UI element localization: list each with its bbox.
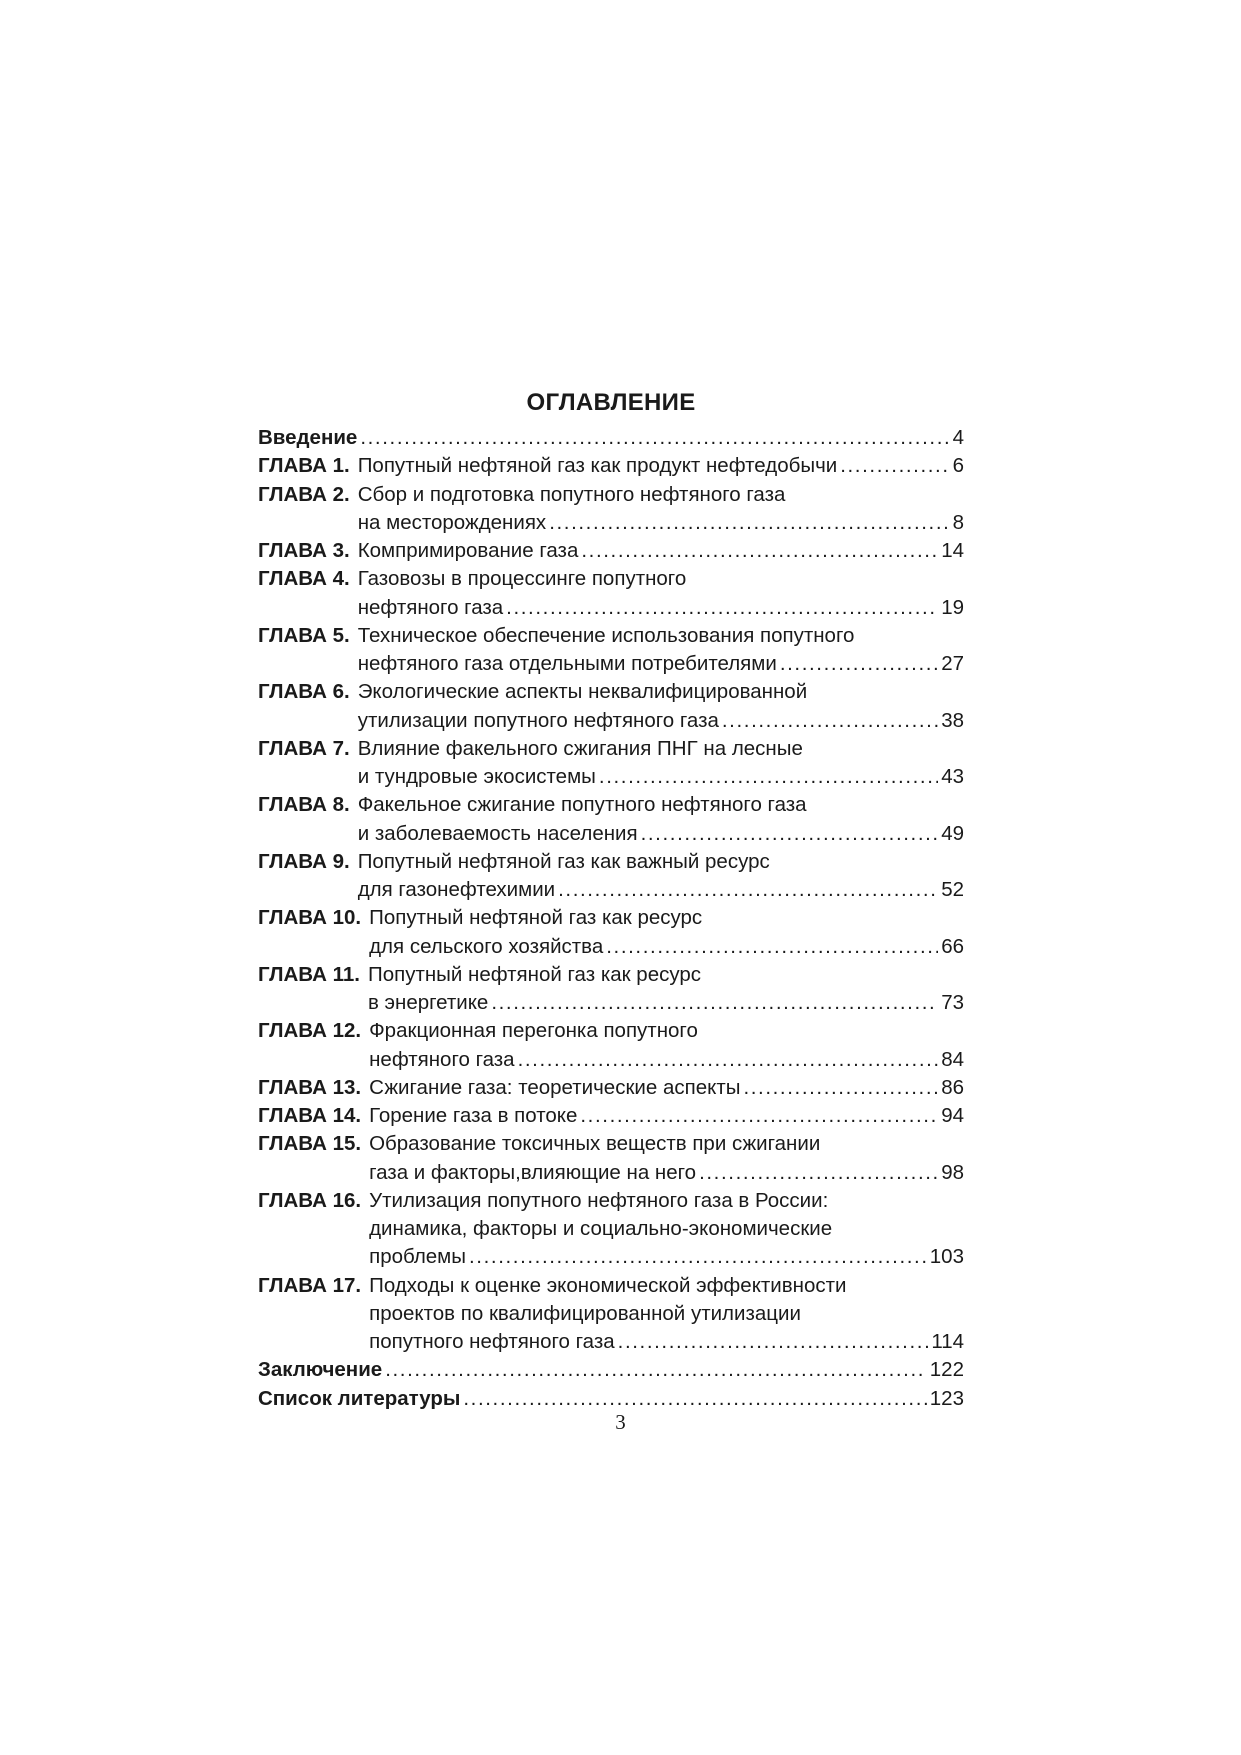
dot-leader: [840, 452, 949, 480]
toc-entry-label: Введение: [258, 426, 358, 449]
toc-entry-label: ГЛАВА 8.: [258, 793, 350, 817]
toc-entry-page: 86: [941, 1075, 964, 1099]
toc-entry-label: ГЛАВА 4.: [258, 567, 350, 591]
toc-entry-label: Список литературы: [258, 1386, 461, 1410]
toc-entry-page: 8: [952, 510, 964, 534]
toc-entry-page: 73: [941, 991, 964, 1014]
toc-entry-line: [258, 1017, 964, 1045]
toc-entry-text: Экологические аспекты неквалифицированной: [357, 680, 808, 704]
toc-entry-label: ГЛАВА 3.: [258, 539, 350, 562]
toc-entry-page: 94: [941, 1104, 964, 1127]
toc-entry: [258, 1017, 964, 1074]
toc-entry-line: [258, 848, 964, 876]
toc-entry: [258, 848, 964, 905]
toc-entry-text: Попутный нефтяной газ как продукт нефтедобычи: [357, 454, 838, 478]
toc-entry-text: Влияние факельного сжигания ПНГ на лесные: [357, 736, 803, 760]
toc-entry-line: [258, 481, 964, 509]
toc-entry-page: 27: [941, 652, 964, 675]
toc-entry-page: 14: [941, 539, 964, 562]
toc-entry-line: [258, 424, 964, 452]
toc-entry-line: [258, 876, 964, 904]
dot-leader: [558, 876, 938, 904]
toc-entry-text: Попутный нефтяной газ как ресурс: [367, 962, 702, 986]
toc-entry-line: [258, 707, 964, 735]
toc-entry: [258, 481, 964, 538]
toc-entry: [258, 565, 964, 622]
toc-entry-text: Техническое обеспечение использования попутного: [357, 623, 855, 647]
toc-entry-text: нефтяного газа: [357, 595, 504, 619]
toc-entry-label: ГЛАВА 13.: [258, 1075, 362, 1099]
toc-entry-page: 66: [941, 934, 964, 958]
toc-entry-line: [258, 537, 964, 565]
table-of-contents: [258, 382, 964, 1413]
toc-entry-text: в энергетике: [367, 991, 489, 1014]
dot-leader: [385, 1356, 927, 1384]
toc-list: [258, 424, 964, 1413]
dot-leader: [580, 1102, 938, 1130]
toc-entry-text: проектов по квалифицированной утилизации: [369, 1301, 801, 1325]
toc-entry-text: и тундровые экосистемы: [357, 765, 596, 788]
toc-entry-text: Сбор и подготовка попутного нефтяного газа: [357, 482, 786, 506]
toc-entry-text: попутного нефтяного газа: [369, 1330, 615, 1353]
dot-leader: [506, 594, 938, 622]
toc-entry-line: [258, 1215, 964, 1243]
toc-entry-text: нефтяного газа отдельными потребителями: [357, 652, 777, 675]
toc-entry-page: 38: [941, 708, 964, 732]
toc-entry: [258, 1385, 964, 1413]
toc-entry-line: [258, 1356, 964, 1384]
toc-entry: [258, 1130, 964, 1187]
toc-entry: [258, 791, 964, 848]
toc-entry-line: [258, 1046, 964, 1074]
toc-entry-line: [258, 735, 964, 763]
toc-entry-line: [258, 565, 964, 593]
toc-entry-line: [258, 989, 964, 1017]
toc-entry-page: 84: [941, 1047, 964, 1071]
toc-entry-page: 98: [941, 1160, 964, 1184]
toc-entry-label: ГЛАВА 11.: [258, 962, 360, 986]
toc-entry-line: [258, 791, 964, 819]
toc-entry-text: Подходы к оценке экономической эффективности: [369, 1273, 847, 1297]
toc-entry-line: [258, 820, 964, 848]
toc-entry: [258, 452, 964, 480]
toc-entry-line: [258, 1159, 964, 1187]
dot-leader: [469, 1243, 927, 1271]
toc-entry-text: Сжигание газа: теоретические аспекты: [369, 1075, 741, 1099]
dot-leader: [618, 1328, 929, 1356]
toc-entry-label: ГЛАВА 2.: [258, 482, 350, 506]
toc-entry-label: Заключение: [258, 1358, 383, 1382]
toc-entry: [258, 904, 964, 961]
toc-entry-label: ГЛАВА 5.: [258, 623, 350, 647]
toc-entry: [258, 1356, 964, 1384]
toc-entry-line: [258, 650, 964, 678]
toc-entry-text: утилизации попутного нефтяного газа: [357, 708, 719, 732]
toc-entry-text: Факельное сжигание попутного нефтяного газа: [357, 793, 807, 817]
toc-entry-page: 122: [929, 1358, 964, 1382]
toc-entry-text: для сельского хозяйства: [369, 934, 604, 958]
toc-entry: [258, 1074, 964, 1102]
toc-entry-line: [258, 509, 964, 537]
toc-entry-label: ГЛАВА 10.: [258, 906, 362, 930]
toc-entry-line: [258, 763, 964, 791]
dot-leader: [641, 820, 939, 848]
toc-entry-page: 49: [941, 821, 964, 845]
toc-entry-text: Фракционная перегонка попутного: [369, 1019, 698, 1043]
toc-entry-text: Утилизация попутного нефтяного газа в России:: [369, 1188, 829, 1212]
toc-entry-line: [258, 1300, 964, 1328]
toc-entry: [258, 678, 964, 735]
toc-entry-line: [258, 452, 964, 480]
toc-entry: [258, 537, 964, 565]
toc-entry-label: ГЛАВА 1.: [258, 454, 350, 478]
toc-entry-page: 52: [941, 878, 964, 901]
toc-entry-page: 19: [941, 595, 964, 619]
toc-entry: [258, 961, 964, 1018]
dot-leader: [518, 1046, 939, 1074]
toc-entry: [258, 424, 964, 452]
toc-entry-text: для газонефтехимии: [357, 878, 556, 901]
dot-leader: [599, 763, 938, 791]
toc-entry: [258, 1187, 964, 1272]
page-number: 3: [615, 1410, 626, 1434]
toc-entry-page: 43: [941, 765, 964, 788]
toc-entry-text: и заболеваемость населения: [357, 821, 638, 845]
toc-entry-line: [258, 1243, 964, 1271]
toc-entry-line: [258, 1102, 964, 1130]
toc-entry-line: [258, 1328, 964, 1356]
toc-entry-page: 123: [929, 1386, 964, 1410]
toc-entry-label: ГЛАВА 6.: [258, 680, 350, 704]
toc-entry-text: нефтяного газа: [369, 1047, 515, 1071]
toc-entry-page: 4: [952, 426, 964, 449]
dot-leader: [743, 1074, 938, 1102]
toc-entry-label: ГЛАВА 14.: [258, 1104, 362, 1127]
toc-entry-line: [258, 1272, 964, 1300]
toc-entry-label: ГЛАВА 16.: [258, 1188, 362, 1212]
toc-entry-line: [258, 1130, 964, 1158]
toc-entry-text: Горение газа в потоке: [369, 1104, 578, 1127]
toc-entry-text: проблемы: [369, 1245, 467, 1269]
toc-entry-text: на месторождениях: [357, 510, 547, 534]
toc-entry-label: ГЛАВА 12.: [258, 1019, 362, 1043]
toc-entry-label: ГЛАВА 17.: [258, 1273, 362, 1297]
toc-entry-line: [258, 594, 964, 622]
toc-entry-text: Газовозы в процессинге попутного: [357, 567, 687, 591]
dot-leader: [360, 424, 949, 452]
toc-entry: [258, 1272, 964, 1357]
toc-entry-label: ГЛАВА 9.: [258, 849, 350, 873]
toc-entry: [258, 1102, 964, 1130]
toc-entry: [258, 622, 964, 679]
dot-leader: [722, 707, 938, 735]
dot-leader: [780, 650, 938, 678]
dot-leader: [491, 989, 938, 1017]
toc-entry: [258, 735, 964, 792]
toc-entry-line: [258, 1074, 964, 1102]
toc-entry-text: Попутный нефтяной газ как важный ресурс: [357, 849, 770, 873]
toc-entry-label: ГЛАВА 15.: [258, 1132, 362, 1156]
dot-leader: [581, 537, 938, 565]
toc-entry-line: [258, 622, 964, 650]
toc-entry-text: Попутный нефтяной газ как ресурс: [369, 906, 703, 930]
toc-title: ОГЛАВЛЕНИЕ: [526, 389, 696, 416]
toc-entry-page: 103: [929, 1245, 964, 1269]
toc-entry-text: газа и факторы,влияющие на него: [369, 1160, 697, 1184]
toc-entry-page: 6: [952, 454, 964, 478]
toc-entry-text: Компримирование газа: [357, 539, 579, 562]
dot-leader: [606, 933, 938, 961]
toc-entry-text: динамика, факторы и социально-экономические: [369, 1217, 833, 1240]
toc-entry-page: 114: [931, 1330, 964, 1353]
dot-leader: [549, 509, 949, 537]
toc-entry-line: [258, 961, 964, 989]
toc-entry-label: ГЛАВА 7.: [258, 736, 350, 760]
toc-entry-line: [258, 1187, 964, 1215]
toc-entry-line: [258, 1385, 964, 1413]
toc-entry-line: [258, 904, 964, 932]
toc-entry-text: Образование токсичных веществ при сжигании: [369, 1132, 821, 1156]
dot-leader: [463, 1385, 926, 1413]
dot-leader: [699, 1159, 938, 1187]
toc-entry-line: [258, 933, 964, 961]
toc-entry-line: [258, 678, 964, 706]
